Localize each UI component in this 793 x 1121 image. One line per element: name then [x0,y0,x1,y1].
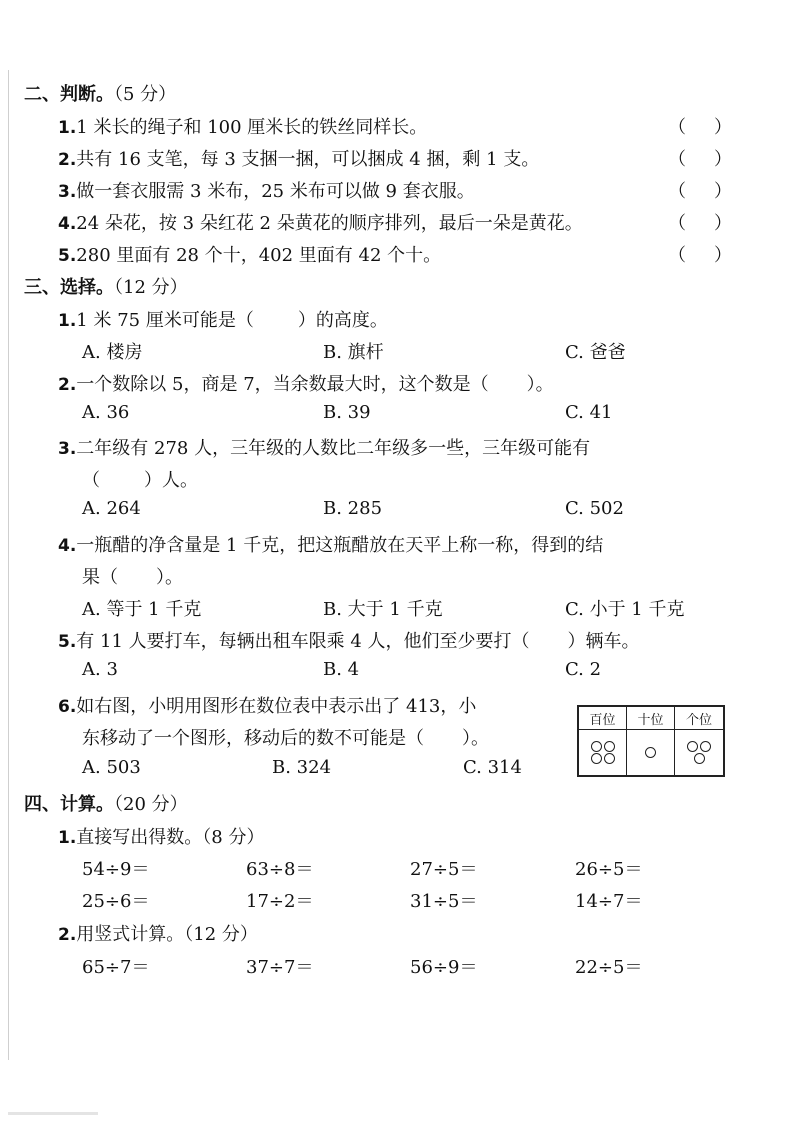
counter-circle[interactable] [604,753,615,764]
option-c[interactable]: C. 41 [565,402,613,423]
calc-sub-2 [58,920,258,946]
hundreds-cell [579,730,627,775]
tens-cell [627,730,675,775]
calc-item[interactable]: 25÷6＝ [82,891,150,912]
item-text: 24 朵花，按 3 朵红花 2 朵黄花的顺序排列，最后一朵是黄花。 [76,213,583,234]
calc-sub-1 [58,823,264,849]
answer-blank-2[interactable] [668,145,732,171]
option-c[interactable]: C. 314 [463,757,522,778]
ones-cell [675,730,723,775]
choice-question-4 [58,531,603,557]
answer-blank-5[interactable] [668,241,732,267]
option-a[interactable]: A. 3 [82,659,118,680]
section-title-text: 二、判断。 [24,84,114,105]
option-c[interactable]: C. 爸爸 [565,342,626,363]
option-a[interactable]: A. 503 [82,757,141,778]
counter-circle[interactable] [645,747,656,758]
section-points: （12 分） [114,277,188,298]
item-number: 1. [58,118,77,138]
judgement-item-5 [58,241,441,267]
choice-question-2 [58,370,554,396]
section-judgement-title [24,80,176,106]
counter-circle[interactable] [604,741,615,752]
option-c[interactable]: C. 2 [565,659,602,680]
place-value-table [577,705,725,777]
calc-item[interactable]: 14÷7＝ [575,891,643,912]
choice-question-5 [58,627,640,653]
choice-question-3 [58,434,590,460]
calc-item[interactable]: 27÷5＝ [410,859,478,880]
question-text: 一瓶醋的净含量是 1 千克，把这瓶醋放在天平上称一称，得到的结 [76,535,604,556]
judgement-item-3 [58,177,475,203]
item-number: 3. [58,182,77,202]
item-number: 3. [58,439,77,459]
item-number: 6. [58,697,77,717]
answer-blank-3[interactable] [668,177,732,203]
question-text: ）。 [526,374,554,395]
question-text: 有 11 人要打车，每辆出租车限乘 4 人，他们至少要打（ [76,631,530,652]
sub-title: 用竖式计算。 [76,924,185,945]
paren-open: （ [668,117,686,138]
choice-question-6-line2 [82,724,489,750]
circle-group-hundreds [589,741,617,764]
section-choice-title [24,273,188,299]
item-number: 4. [58,214,77,234]
option-a[interactable]: A. 264 [82,498,141,519]
item-text: 280 里面有 28 个十，402 里面有 42 个十。 [76,245,442,266]
section-points: （20 分） [114,794,188,815]
counter-circle[interactable] [694,753,705,764]
header-hundreds: 百位 [579,707,627,730]
counter-circle[interactable] [591,741,602,752]
header-tens: 十位 [627,707,675,730]
option-a[interactable]: A. 楼房 [82,342,143,363]
circle-group-tens [637,747,665,758]
sub-points: （12 分） [184,924,258,945]
question-text: 如右图，小明用图形在数位表中表示出了 413，小 [76,696,477,717]
paren-open: （ [668,245,686,266]
judgement-item-4 [58,209,583,235]
sub-title: 直接写出得数。 [76,827,203,848]
option-b[interactable]: B. 大于 1 千克 [323,599,443,620]
counter-circle[interactable] [591,753,602,764]
page-edge-line [8,70,9,1060]
question-text: ）辆车。 [567,631,640,652]
counter-circle[interactable] [700,741,711,752]
item-text: 共有 16 支笔，每 3 支捆一捆，可以捆成 4 捆，剩 1 支。 [76,149,540,170]
paren-close: ） [714,181,732,202]
circle-group-ones [685,741,713,764]
section-points: （5 分） [114,84,177,105]
paren-open: （ [668,181,686,202]
item-number: 5. [58,246,77,266]
paren-close: ） [714,213,732,234]
item-number: 1. [58,311,77,331]
question-text: 东移动了一个图形，移动后的数不可能是（ [82,728,424,749]
question-text: ）。 [156,567,183,588]
calc-item[interactable]: 31÷5＝ [410,891,478,912]
option-b[interactable]: B. 324 [272,757,332,778]
paren-close: ） [714,117,732,138]
question-text: 果（ [82,567,118,588]
item-number: 5. [58,632,77,652]
choice-question-6 [58,692,476,718]
item-text: 做一套衣服需 3 米布，25 米布可以做 9 套衣服。 [76,181,475,202]
calc-item[interactable]: 17÷2＝ [246,891,314,912]
option-b[interactable]: B. 285 [323,498,383,519]
item-number: 1. [58,828,77,848]
item-number: 2. [58,150,77,170]
answer-blank-4[interactable] [668,209,732,235]
calc-item[interactable]: 26÷5＝ [575,859,643,880]
judgement-item-1 [58,113,427,139]
paren-close: ） [714,149,732,170]
item-text: 1 米长的绳子和 100 厘米长的铁丝同样长。 [76,117,428,138]
item-number: 2. [58,925,77,945]
calc-item[interactable]: 54÷9＝ [82,859,150,880]
option-c[interactable]: C. 502 [565,498,624,519]
option-c[interactable]: C. 小于 1 千克 [565,599,685,620]
calc-item[interactable]: 22÷5＝ [575,957,643,978]
calc-item[interactable]: 37÷7＝ [246,957,314,978]
header-ones: 个位 [675,707,723,730]
section-title-text: 四、计算。 [24,794,114,815]
sub-points: （8 分） [202,827,265,848]
question-text: 一个数除以 5，商是 7，当余数最大时，这个数是（ [76,374,489,395]
choice-question-1 [58,306,388,332]
option-a[interactable]: A. 等于 1 千克 [82,599,202,620]
counter-circle[interactable] [687,741,698,752]
paren-open: （ [668,213,686,234]
judgement-item-2 [58,145,539,171]
footer-mark [8,1112,98,1115]
answer-blank-1[interactable] [668,113,732,139]
option-b[interactable]: B. 39 [323,402,371,423]
item-number: 4. [58,536,77,556]
question-text: 1 米 75 厘米可能是（ [76,310,254,331]
choice-question-3-line2 [82,466,198,492]
question-text: （ [82,470,100,491]
calc-item[interactable]: 56÷9＝ [410,957,478,978]
option-b[interactable]: B. 4 [323,659,360,680]
question-text: ）。 [462,728,489,749]
question-text: ）人。 [144,470,198,491]
calc-item[interactable]: 65÷7＝ [82,957,150,978]
calc-item[interactable]: 63÷8＝ [246,859,314,880]
section-calc-title [24,790,188,816]
option-a[interactable]: A. 36 [82,402,130,423]
question-text: ）的高度。 [297,310,388,331]
section-title-text: 三、选择。 [24,277,114,298]
choice-question-4-line2 [82,563,183,589]
question-text: 二年级有 278 人，三年级的人数比二年级多一些，三年级可能有 [76,438,591,459]
paren-open: （ [668,149,686,170]
item-number: 2. [58,375,77,395]
option-b[interactable]: B. 旗杆 [323,342,384,363]
paren-close: ） [714,245,732,266]
